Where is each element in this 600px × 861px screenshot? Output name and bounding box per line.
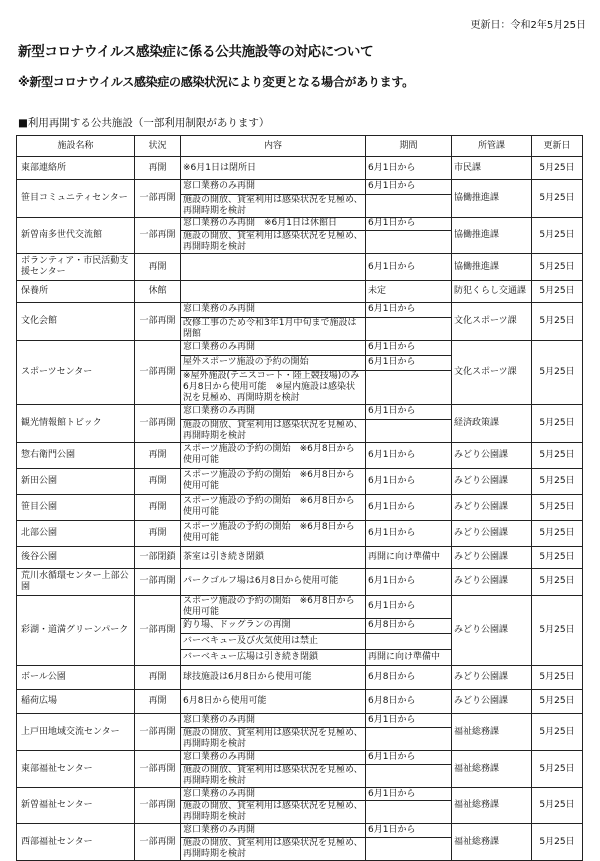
content-cell: 窓口業務のみ再開 ※6月1日は休館日 (181, 217, 366, 231)
date-cell: 5月25日 (532, 546, 583, 568)
content-cell: 施設の開放、貸室利用は感染状況を見極め、再開時期を検討 (181, 231, 366, 254)
date-cell: 5月25日 (532, 568, 583, 595)
period-cell: 6月1日から (366, 404, 452, 419)
facility-name: 文化会館 (17, 303, 135, 341)
content-cell: 屋外スポーツ施設の予約の開始 (181, 355, 366, 370)
table-row (17, 468, 583, 494)
content-cell: 窓口業務のみ再開 (181, 180, 366, 195)
status-cell: 一部再開 (135, 340, 181, 404)
status-cell: 再開 (135, 254, 181, 281)
status-cell: 再開 (135, 689, 181, 713)
status-cell: 一部再開 (135, 404, 181, 442)
content-cell: 窓口業務のみ再開 (181, 404, 366, 419)
content-cell: 球技施設は6月8日から使用可能 (181, 665, 366, 689)
facility-name: ボール公園 (17, 665, 135, 689)
facility-name: 東部連絡所 (17, 157, 135, 180)
period-cell: 6月8日から (366, 689, 452, 713)
content-cell: スポーツ施設の予約の開始 ※6月8日から使用可能 (181, 520, 366, 546)
header-date: 更新日 (532, 136, 583, 157)
facility-name: 惣右衛門公園 (17, 442, 135, 468)
dept-cell: 市民課 (452, 157, 532, 180)
dept-cell: 福祉総務課 (452, 751, 532, 788)
section-title: ■利用再開する公共施設（一部利用制限があります） (18, 117, 270, 129)
header-content: 内容 (181, 136, 366, 157)
status-cell: 一部再開 (135, 713, 181, 751)
content-cell: 窓口業務のみ再開 (181, 787, 366, 801)
facility-name: スポーツセンター (17, 340, 135, 404)
period-cell: 未定 (366, 281, 452, 303)
table-header-row (17, 136, 583, 157)
facility-name: 荒川水循環センター上部公園 (17, 568, 135, 595)
status-cell: 一部再開 (135, 824, 181, 861)
status-cell: 一部再開 (135, 595, 181, 665)
content-cell: 窓口業務のみ再開 (181, 303, 366, 318)
period-cell (366, 231, 452, 254)
date-cell: 5月25日 (532, 520, 583, 546)
dept-cell: 協働推進課 (452, 180, 532, 218)
date-cell: 5月25日 (532, 180, 583, 218)
date-cell: 5月25日 (532, 340, 583, 404)
status-cell: 再開 (135, 468, 181, 494)
header-name: 施設名称 (17, 136, 135, 157)
date-cell: 5月25日 (532, 751, 583, 788)
date-cell: 5月25日 (532, 689, 583, 713)
status-cell: 再開 (135, 520, 181, 546)
content-cell: バーベキュー広場は引き続き閉鎖 (181, 650, 366, 666)
dept-cell: みどり公園課 (452, 442, 532, 468)
period-cell: 6月1日から (366, 303, 452, 318)
period-cell: 6月1日から (366, 520, 452, 546)
dept-cell: 経済政策課 (452, 404, 532, 442)
period-cell: 6月1日から (366, 824, 452, 838)
facility-name: 後谷公園 (17, 546, 135, 568)
period-cell: 6月1日から (366, 254, 452, 281)
table-row (17, 595, 583, 618)
table-row (17, 494, 583, 520)
table-row (17, 340, 583, 355)
dept-cell: みどり公園課 (452, 689, 532, 713)
content-cell: 窓口業務のみ再開 (181, 751, 366, 765)
period-cell: 6月1日から (366, 787, 452, 801)
status-cell: 再開 (135, 157, 181, 180)
content-cell: パークゴルフ場は6月8日から使用可能 (181, 568, 366, 595)
dept-cell: 協働推進課 (452, 254, 532, 281)
table-row (17, 254, 583, 281)
status-cell: 一部再開 (135, 568, 181, 595)
period-cell: 6月1日から (366, 442, 452, 468)
dept-cell: 協働推進課 (452, 217, 532, 254)
table-row (17, 665, 583, 689)
facility-name: 西部福祉センター (17, 824, 135, 861)
table-row (17, 520, 583, 546)
status-cell: 一部再開 (135, 180, 181, 218)
content-cell: 釣り場、ドッグランの再開 (181, 618, 366, 634)
table-row (17, 689, 583, 713)
content-cell: スポーツ施設の予約の開始 ※6月8日から使用可能 (181, 595, 366, 618)
dept-cell: みどり公園課 (452, 468, 532, 494)
content-cell: ※6月1日は閉所日 (181, 157, 366, 180)
date-cell: 5月25日 (532, 824, 583, 861)
facility-name: 観光情報館トビック (17, 404, 135, 442)
content-cell: 施設の開放、貸室利用は感染状況を見極め、再開時期を検討 (181, 419, 366, 442)
table-row (17, 568, 583, 595)
period-cell: 6月1日から (366, 157, 452, 180)
dept-cell: みどり公園課 (452, 568, 532, 595)
facility-name: 彩湖・道満グリーンパーク (17, 595, 135, 665)
period-cell: 再開に向け準備中 (366, 546, 452, 568)
table-row (17, 303, 583, 318)
date-cell: 5月25日 (532, 254, 583, 281)
period-cell (366, 764, 452, 787)
facility-name: ボランティア・市民活動支援センター (17, 254, 135, 281)
content-cell: 窓口業務のみ再開 (181, 713, 366, 728)
dept-cell: 福祉総務課 (452, 713, 532, 751)
period-cell: 6月1日から (366, 355, 452, 370)
date-cell: 5月25日 (532, 303, 583, 341)
period-cell: 6月1日から (366, 751, 452, 765)
date-cell: 5月25日 (532, 665, 583, 689)
content-cell: スポーツ施設の予約の開始 ※6月8日から使用可能 (181, 468, 366, 494)
dept-cell: 福祉総務課 (452, 787, 532, 824)
status-cell: 一部再開 (135, 751, 181, 788)
content-cell: 窓口業務のみ再開 (181, 340, 366, 355)
dept-cell: みどり公園課 (452, 546, 532, 568)
period-cell: 6月1日から (366, 595, 452, 618)
period-cell (366, 728, 452, 751)
date-cell: 5月25日 (532, 217, 583, 254)
table-row (17, 787, 583, 801)
period-cell (366, 838, 452, 861)
period-cell: 6月1日から (366, 713, 452, 728)
dept-cell: 文化スポーツ課 (452, 303, 532, 341)
period-cell: 6月1日から (366, 180, 452, 195)
facility-name: 上戸田地域交流センター (17, 713, 135, 751)
period-cell: 6月1日から (366, 494, 452, 520)
content-cell: 施設の開放、貸室利用は感染状況を見極め、再開時期を検討 (181, 838, 366, 861)
content-cell: 施設の開放、貸室利用は感染状況を見極め、再開時期を検討 (181, 801, 366, 824)
facility-name: 稲荷広場 (17, 689, 135, 713)
date-cell: 5月25日 (532, 595, 583, 665)
dept-cell: みどり公園課 (452, 520, 532, 546)
content-cell: 6月8日から使用可能 (181, 689, 366, 713)
facility-name: 新田公園 (17, 468, 135, 494)
dept-cell: みどり公園課 (452, 665, 532, 689)
content-cell: 施設の開放、貸室利用は感染状況を見極め、再開時期を検討 (181, 194, 366, 217)
content-cell: 施設の開放、貸室利用は感染状況を見極め、再開時期を検討 (181, 728, 366, 751)
dept-cell: 防犯くらし交通課 (452, 281, 532, 303)
table-row (17, 404, 583, 419)
period-cell: 6月1日から (366, 568, 452, 595)
status-cell: 一部再開 (135, 787, 181, 824)
dept-cell: みどり公園課 (452, 494, 532, 520)
period-cell (366, 801, 452, 824)
facility-name: 東部福祉センター (17, 751, 135, 788)
table-row (17, 713, 583, 728)
table-row (17, 180, 583, 195)
content-cell: スポーツ施設の予約の開始 ※6月8日から使用可能 (181, 442, 366, 468)
dept-cell: 福祉総務課 (452, 824, 532, 861)
facility-name: 北部公園 (17, 520, 135, 546)
updated-date: 更新日：令和2年5月25日 (470, 20, 586, 31)
period-cell (366, 194, 452, 217)
period-cell (366, 317, 452, 340)
period-cell (366, 419, 452, 442)
date-cell: 5月25日 (532, 281, 583, 303)
content-cell: 窓口業務のみ再開 (181, 824, 366, 838)
period-cell: 6月8日から (366, 665, 452, 689)
period-cell (366, 634, 452, 650)
content-cell: 施設の開放、貸室利用は感染状況を見極め、再開時期を検討 (181, 764, 366, 787)
period-cell: 6月1日から (366, 217, 452, 231)
content-cell: 茶室は引き続き閉鎖 (181, 546, 366, 568)
header-dept: 所管課 (452, 136, 532, 157)
content-cell: 改修工事のため令和3年1月中旬まで施設は閉館 (181, 317, 366, 340)
dept-cell: 文化スポーツ課 (452, 340, 532, 404)
header-status: 状況 (135, 136, 181, 157)
table-row (17, 217, 583, 231)
status-cell: 再開 (135, 665, 181, 689)
status-cell: 再開 (135, 442, 181, 468)
facilities-table (16, 135, 583, 861)
facility-name: 新曽南多世代交流館 (17, 217, 135, 254)
content-cell (181, 281, 366, 303)
content-cell: バーベキュー及び火気使用は禁止 (181, 634, 366, 650)
table-row (17, 751, 583, 765)
date-cell: 5月25日 (532, 404, 583, 442)
status-cell: 一部閉鎖 (135, 546, 181, 568)
facility-name: 新曽福祉センター (17, 787, 135, 824)
content-cell: スポーツ施設の予約の開始 ※6月8日から使用可能 (181, 494, 366, 520)
period-cell: 6月1日から (366, 468, 452, 494)
date-cell: 5月25日 (532, 787, 583, 824)
status-cell: 休館 (135, 281, 181, 303)
page-title: 新型コロナウイルス感染症に係る公共施設等の対応について (18, 44, 374, 60)
table-row (17, 157, 583, 180)
table-row (17, 281, 583, 303)
period-cell: 6月8日から (366, 618, 452, 634)
date-cell: 5月25日 (532, 494, 583, 520)
date-cell: 5月25日 (532, 157, 583, 180)
content-cell: ※屋外施設(テニスコート・陸上競技場)のみ6月8日から使用可能 ※屋内施設は感染状況を見極め、再開時期を検討 (181, 370, 366, 404)
date-cell: 5月25日 (532, 468, 583, 494)
table-row (17, 824, 583, 838)
dept-cell: みどり公園課 (452, 595, 532, 665)
content-cell (181, 254, 366, 281)
period-cell (366, 370, 452, 404)
date-cell: 5月25日 (532, 442, 583, 468)
period-cell: 6月1日から (366, 340, 452, 355)
header-period: 期間 (366, 136, 452, 157)
period-cell: 再開に向け準備中 (366, 650, 452, 666)
status-cell: 再開 (135, 494, 181, 520)
facility-name: 笹目公園 (17, 494, 135, 520)
notice-text: ※新型コロナウイルス感染症の感染状況により変更となる場合があります。 (18, 75, 414, 89)
table-row (17, 442, 583, 468)
date-cell: 5月25日 (532, 713, 583, 751)
table-row (17, 546, 583, 568)
facility-name: 保養所 (17, 281, 135, 303)
facility-name: 笹目コミュニティセンター (17, 180, 135, 218)
status-cell: 一部再開 (135, 303, 181, 341)
status-cell: 一部再開 (135, 217, 181, 254)
